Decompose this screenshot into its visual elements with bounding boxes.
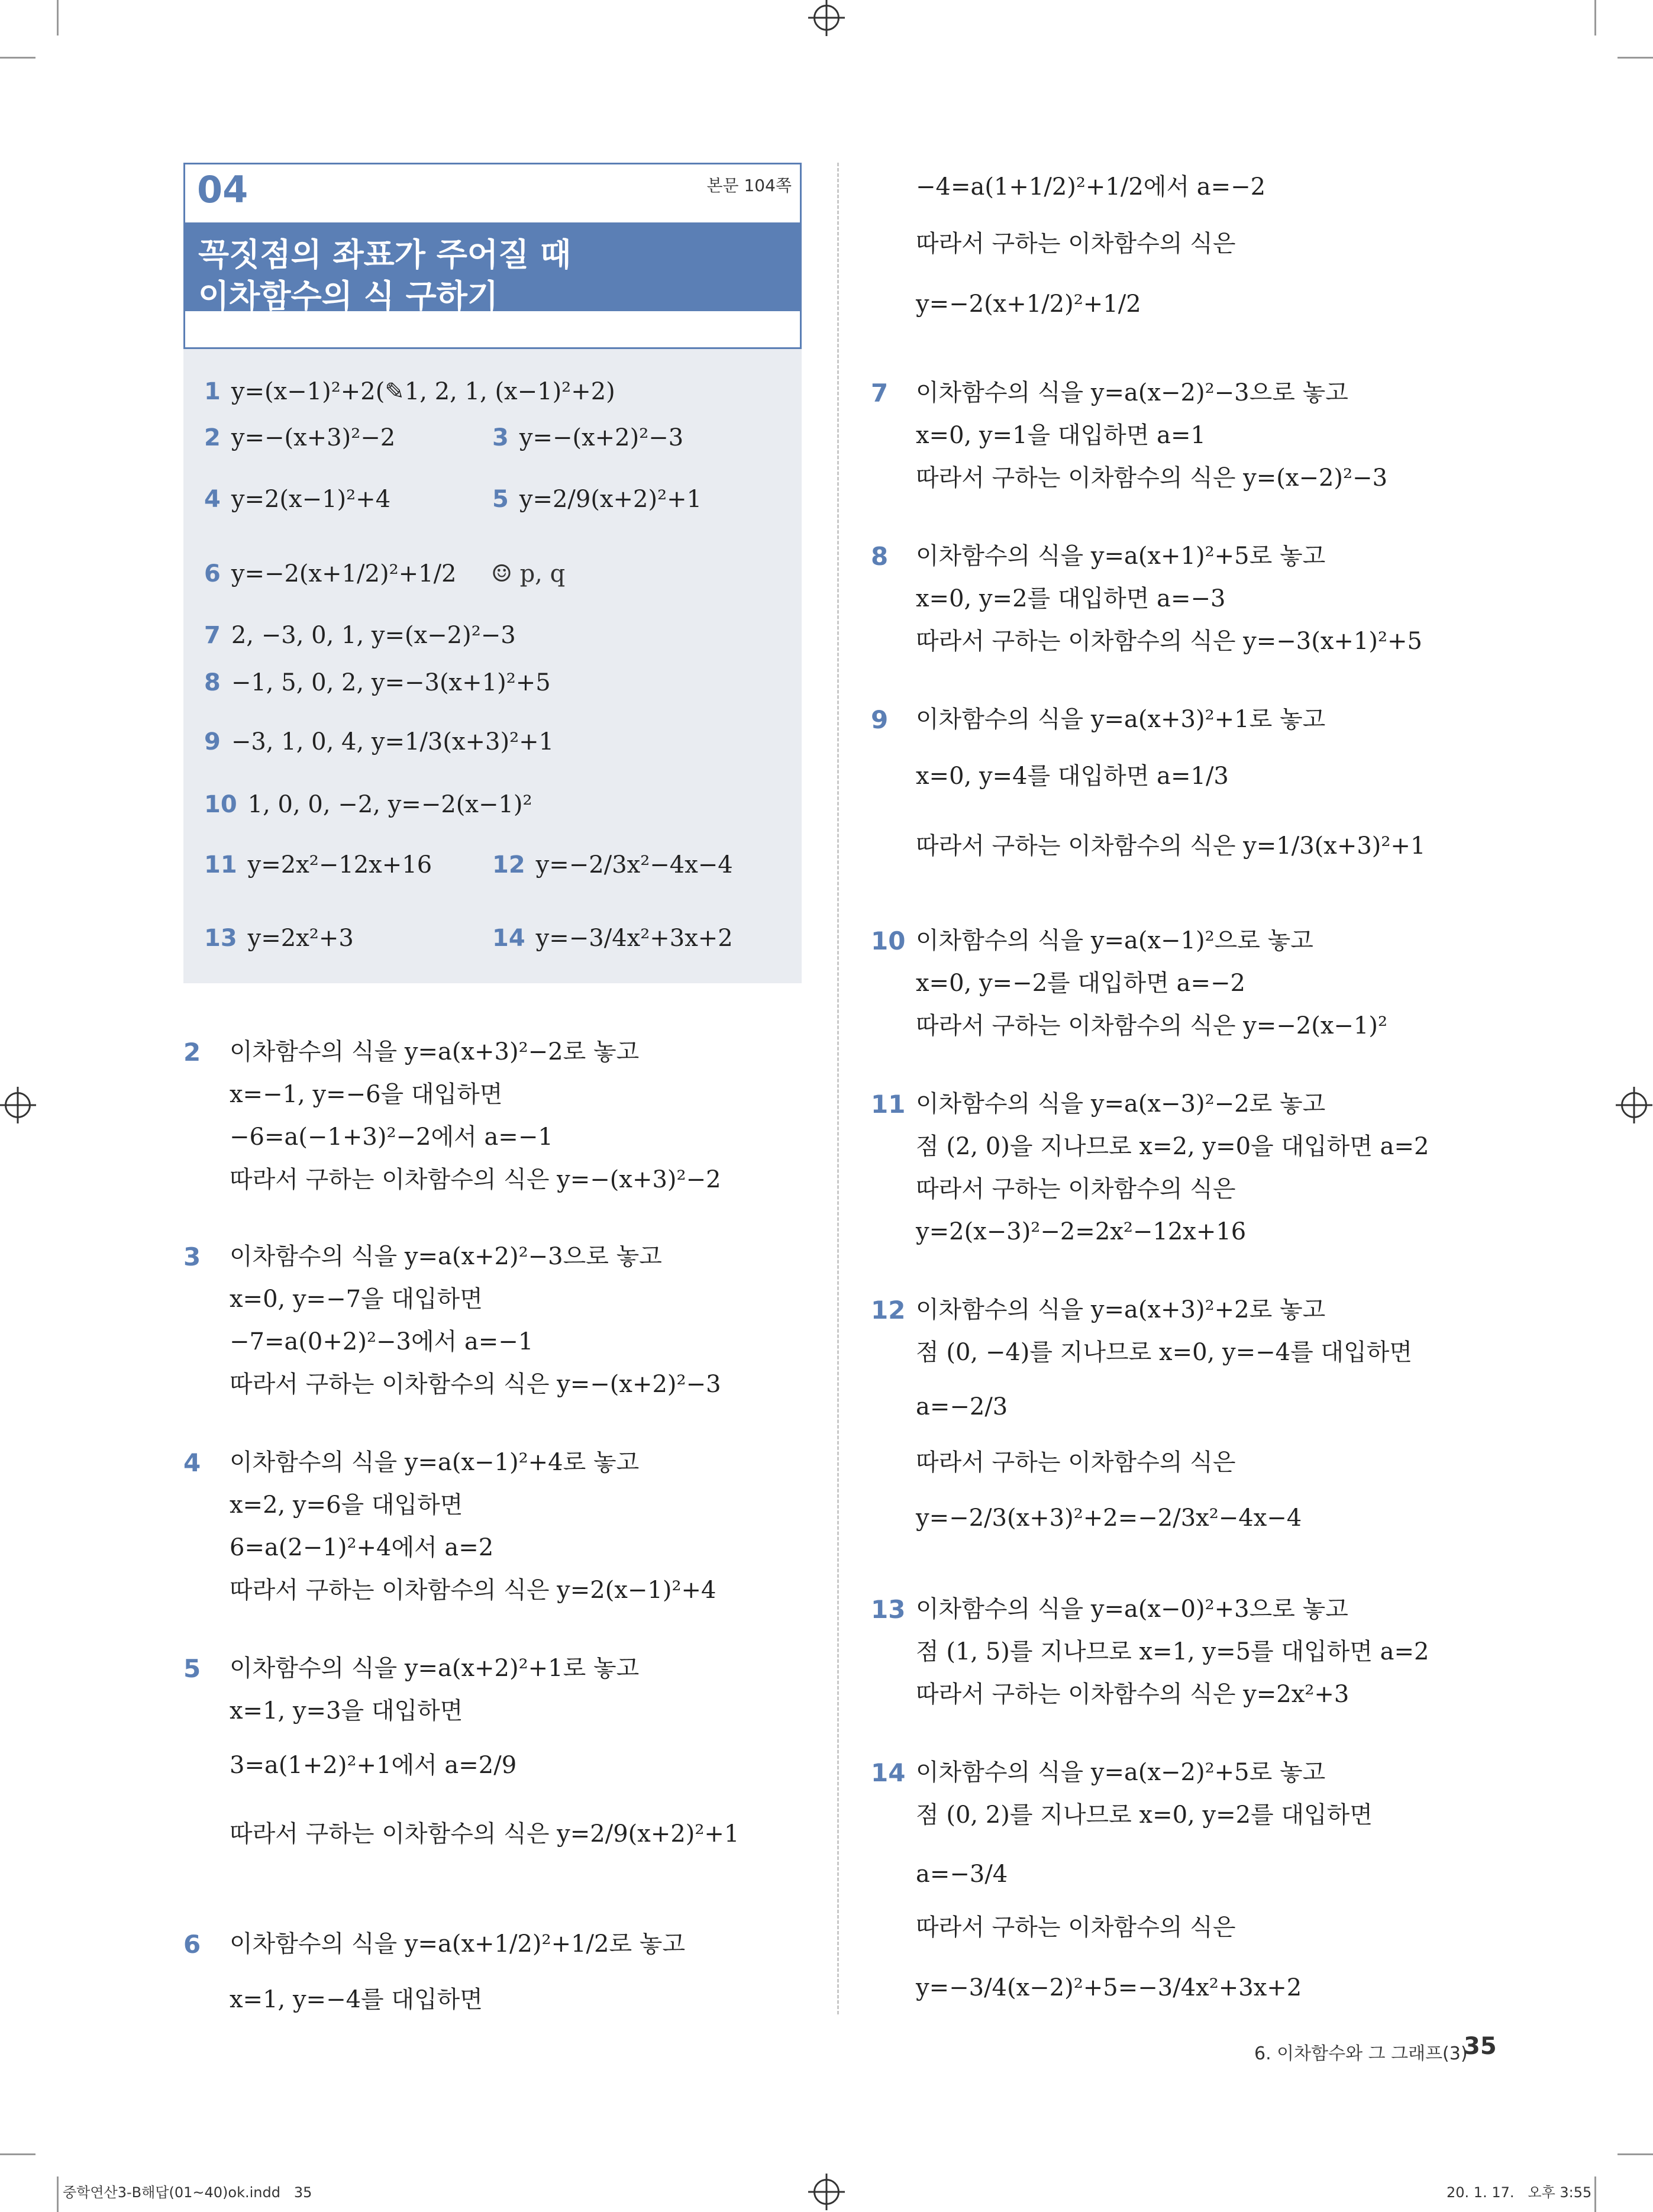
- answer-text: y=−2(x+1/2)²+1/2: [231, 560, 457, 587]
- solution-line: 이차함수의 식을 y=a(x−2)²−3으로 놓고: [916, 379, 1348, 406]
- solution-line: 따라서 구하는 이차함수의 식은 y=−(x+2)²−3: [230, 1371, 721, 1398]
- solution-number: 6: [183, 1930, 201, 1959]
- solution-line: 3=a(1+2)²+1에서 a=2/9: [230, 1752, 517, 1779]
- solution-number: 2: [183, 1038, 201, 1067]
- answer-text: y=−(x+2)²−3: [519, 424, 684, 451]
- solution-line: 따라서 구하는 이차함수의 식은: [916, 1914, 1236, 1941]
- solution-line: 이차함수의 식을 y=a(x+2)²+1로 놓고: [230, 1655, 640, 1682]
- answer-number: 7: [204, 622, 221, 649]
- file-name: 중학연산3-B해답(01~40)ok.indd 35: [63, 2184, 312, 2201]
- solution-line: y=−2(x+1/2)²+1/2: [916, 290, 1141, 318]
- crop-mark: [0, 57, 35, 59]
- solution-line: 따라서 구하는 이차함수의 식은 y=(x−2)²−3: [916, 464, 1388, 492]
- answer-number: 8: [204, 669, 221, 696]
- solution-number: 10: [871, 926, 906, 955]
- solution-line: 이차함수의 식을 y=a(x−3)²−2로 놓고: [916, 1090, 1326, 1118]
- registration-mark-icon: [813, 5, 840, 31]
- solution-line: y=2(x−3)²−2=2x²−12x+16: [916, 1218, 1247, 1245]
- answer-8: [204, 665, 551, 700]
- answer-number: 9: [204, 728, 221, 755]
- answer-14: [492, 921, 733, 956]
- solution-line: −6=a(−1+3)²−2에서 a=−1: [230, 1123, 553, 1151]
- solution-number: 12: [871, 1296, 906, 1325]
- solution-number: 5: [183, 1654, 201, 1683]
- answer-text: −1, 5, 0, 2, y=−3(x+1)²+5: [231, 669, 551, 696]
- solution-line: 따라서 구하는 이차함수의 식은 y=2(x−1)²+4: [230, 1577, 716, 1604]
- solution-line: x=0, y=2를 대입하면 a=−3: [916, 585, 1226, 612]
- answer-6: [204, 556, 457, 592]
- solution-line: x=2, y=6을 대입하면: [230, 1491, 463, 1519]
- solution-line: −4=a(1+1/2)²+1/2에서 a=−2: [916, 173, 1266, 201]
- solution-line: 이차함수의 식을 y=a(x+3)²+1로 놓고: [916, 706, 1326, 733]
- answer-text: y=−2/3x²−4x−4: [535, 851, 733, 879]
- solution-line: 이차함수의 식을 y=a(x+1/2)²+1/2로 놓고: [230, 1930, 686, 1958]
- registration-mark-icon: [813, 2179, 840, 2205]
- solution-line: 따라서 구하는 이차함수의 식은: [916, 1176, 1236, 1203]
- solution-line: x=0, y=4를 대입하면 a=1/3: [916, 763, 1229, 790]
- answer-number: 1: [204, 378, 221, 405]
- solution-line: 따라서 구하는 이차함수의 식은: [916, 230, 1236, 257]
- solution-line: 이차함수의 식을 y=a(x+1)²+5로 놓고: [916, 542, 1326, 570]
- solution-line: x=0, y=1을 대입하면 a=1: [916, 422, 1206, 449]
- section-number: 04: [197, 168, 248, 211]
- chapter-label: 6. 이차함수와 그 그래프(3): [1254, 2043, 1468, 2064]
- solution-line: 이차함수의 식을 y=a(x+2)²−3으로 놓고: [230, 1243, 662, 1270]
- answer-number: 12: [492, 851, 525, 879]
- solution-line: a=−2/3: [916, 1393, 1008, 1420]
- answer-text: 1, 0, 0, −2, y=−2(x−1)²: [247, 791, 532, 818]
- solution-line: x=0, y=−7을 대입하면: [230, 1286, 483, 1313]
- print-timestamp: 20. 1. 17. 오후 3:55: [1447, 2184, 1592, 2201]
- solution-line: 따라서 구하는 이차함수의 식은 y=−(x+3)²−2: [230, 1166, 721, 1193]
- section-title-line1: 꼭짓점의 좌표가 주어질 때: [198, 236, 572, 273]
- answer-text: −3, 1, 0, 4, y=1/3(x+3)²+1: [231, 728, 554, 755]
- solution-line: y=−2/3(x+3)²+2=−2/3x²−4x−4: [916, 1504, 1302, 1532]
- answer-text: y=2x²+3: [247, 925, 354, 952]
- section-title-band: [185, 222, 800, 315]
- answer-number: 5: [492, 486, 509, 513]
- answer-7: [204, 618, 516, 653]
- solution-line: a=−3/4: [916, 1861, 1008, 1888]
- solution-number: 3: [183, 1242, 201, 1271]
- answer-number: 6: [204, 560, 221, 587]
- solution-line: 6=a(2−1)²+4에서 a=2: [230, 1534, 494, 1561]
- registration-mark-icon: [1621, 1092, 1647, 1118]
- solution-line: 이차함수의 식을 y=a(x+3)²−2로 놓고: [230, 1038, 640, 1065]
- answer-number: 3: [492, 424, 509, 451]
- solution-line: 점 (1, 5)를 지나므로 x=1, y=5를 대입하면 a=2: [916, 1638, 1429, 1665]
- solution-line: 점 (0, −4)를 지나므로 x=0, y=−4를 대입하면: [916, 1339, 1412, 1366]
- solution-line: 이차함수의 식을 y=a(x+3)²+2로 놓고: [916, 1296, 1326, 1323]
- solution-line: 이차함수의 식을 y=a(x−1)²으로 놓고: [916, 927, 1313, 954]
- crop-mark: [0, 2153, 35, 2155]
- solution-number: 4: [183, 1448, 201, 1477]
- solution-line: 이차함수의 식을 y=a(x−1)²+4로 놓고: [230, 1449, 640, 1476]
- crop-mark: [1618, 57, 1653, 59]
- solution-line: 따라서 구하는 이차함수의 식은: [916, 1449, 1236, 1476]
- answer-4: [204, 482, 390, 517]
- answer-number: 2: [204, 424, 221, 451]
- section-header: [183, 163, 802, 349]
- answer-text: y=2x²−12x+16: [247, 851, 432, 879]
- section-title-line2: 이차함수의 식 구하기: [198, 277, 499, 315]
- solution-line: 이차함수의 식을 y=a(x−2)²+5로 놓고: [916, 1759, 1326, 1786]
- solution-number: 8: [871, 542, 889, 571]
- answer-text: 2, −3, 0, 1, y=(x−2)²−3: [231, 622, 516, 649]
- answer-11: [204, 847, 432, 883]
- smile-icon: ☺ p, q: [491, 560, 566, 587]
- solution-number: 14: [871, 1758, 906, 1787]
- crop-mark: [1594, 0, 1596, 35]
- crop-mark: [57, 0, 59, 35]
- answer-number: 14: [492, 925, 525, 952]
- answer-text: y=(x−1)²+2(✎1, 2, 1, (x−1)²+2): [231, 378, 615, 405]
- crop-mark: [57, 2177, 59, 2212]
- answer-text: y=2/9(x+2)²+1: [519, 486, 702, 513]
- answer-1: [204, 374, 615, 409]
- answer-6-hint: [491, 556, 565, 592]
- solution-number: 11: [871, 1090, 906, 1119]
- page-reference: 본문 104쪽: [706, 176, 792, 195]
- answer-number: 11: [204, 851, 237, 879]
- solution-line: 점 (2, 0)을 지나므로 x=2, y=0을 대입하면 a=2: [916, 1133, 1429, 1160]
- solution-line: 점 (0, 2)를 지나므로 x=0, y=2를 대입하면: [916, 1801, 1373, 1829]
- answer-text: y=2(x−1)²+4: [231, 486, 391, 513]
- solution-line: 따라서 구하는 이차함수의 식은 y=2/9(x+2)²+1: [230, 1820, 740, 1848]
- registration-mark-icon: [5, 1092, 31, 1118]
- answer-10: [204, 787, 532, 822]
- solution-number: 7: [871, 379, 889, 408]
- crop-mark: [1594, 2177, 1596, 2212]
- answer-3: [492, 420, 683, 456]
- solution-line: 따라서 구하는 이차함수의 식은 y=2x²+3: [916, 1681, 1349, 1708]
- answer-13: [204, 921, 354, 956]
- answer-text: y=−(x+3)²−2: [231, 424, 396, 451]
- solution-line: 따라서 구하는 이차함수의 식은 y=−2(x−1)²: [916, 1012, 1388, 1039]
- solution-line: x=−1, y=−6을 대입하면: [230, 1081, 503, 1108]
- answer-text: y=−3/4x²+3x+2: [535, 925, 733, 952]
- answer-5: [492, 482, 702, 517]
- answer-9: [204, 724, 554, 760]
- solution-number: 9: [871, 705, 889, 734]
- answer-number: 4: [204, 486, 221, 513]
- solution-line: 따라서 구하는 이차함수의 식은 y=1/3(x+3)²+1: [916, 832, 1426, 860]
- solution-line: y=−3/4(x−2)²+5=−3/4x²+3x+2: [916, 1974, 1302, 2001]
- column-divider: [837, 163, 839, 2014]
- page-number: 35: [1464, 2033, 1497, 2060]
- solution-line: x=1, y=−4를 대입하면: [230, 1986, 483, 2013]
- solution-number: 13: [871, 1595, 906, 1624]
- answer-number: 13: [204, 925, 237, 952]
- solution-line: 따라서 구하는 이차함수의 식은 y=−3(x+1)²+5: [916, 628, 1422, 655]
- answer-number: 10: [204, 791, 237, 818]
- solution-line: x=1, y=3을 대입하면: [230, 1697, 463, 1725]
- answer-12: [492, 847, 733, 883]
- solution-line: x=0, y=−2를 대입하면 a=−2: [916, 970, 1245, 997]
- crop-mark: [1618, 2153, 1653, 2155]
- answer-2: [204, 420, 395, 456]
- solution-line: −7=a(0+2)²−3에서 a=−1: [230, 1328, 534, 1355]
- solution-line: 이차함수의 식을 y=a(x−0)²+3으로 놓고: [916, 1596, 1348, 1623]
